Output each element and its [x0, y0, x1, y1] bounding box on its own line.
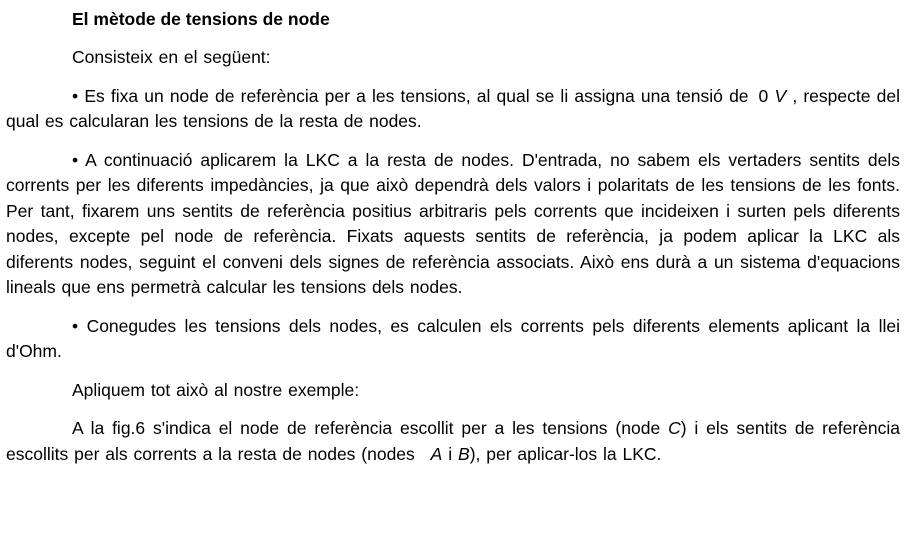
paragraph-text-end: ), per aplicar-los la LKC.	[469, 443, 662, 464]
voltage-value: 0	[758, 85, 769, 106]
bullet-text-continued: , respecte del qual es calcularan les tensions de la resta de nodes.	[6, 85, 900, 131]
bullet-text: Conegudes les tensions dels nodes, es calculen els corrents pels diferents elements aplicant la llei d'Ohm.	[6, 315, 900, 361]
bullet-paragraph-1	[6, 84, 900, 135]
section-title: El mètode de tensions de node	[72, 9, 330, 29]
paragraph-text-continued: ) i els sentits de referència escollits per als corrents a la resta de nodes (nodes	[6, 418, 900, 464]
bullet-marker: •	[72, 149, 79, 170]
node-reference-label: C	[668, 418, 681, 438]
apply-paragraph: Apliquem tot això al nostre exemple:	[72, 379, 360, 400]
bullet-paragraph-2	[6, 148, 900, 301]
bullet-marker: •	[72, 85, 79, 106]
figure-reference-paragraph	[6, 416, 900, 467]
node-a-label: A	[430, 443, 443, 464]
bullet-text: Es fixa un node de referència per a les tensions, al qual se li assigna una tensió de	[84, 85, 749, 106]
bullet-text: A continuació aplicarem la LKC a la resta de nodes. D'entrada, no sabem els vertaders sentits dels corrents per les diferents impedàncies, ja que això dependrà dels valors i polaritats de les tensions de les fonts. Per tant, fixarem uns sentits de referència positius arbitraris pels corrents que incideixen i surten pels diferents nodes, excepte pel node de referència. Fixats aquests sentits de referència, ja podem aplicar la LKC als diferents nodes, seguint el conveni dels signes de referència associats. Això ens durà a un sistema d'equacions lineals que ens permetrà calcular les tensions dels nodes.	[6, 149, 900, 297]
intro-paragraph: Consisteix en el següent:	[72, 47, 271, 67]
paragraph-text: A la fig.6 s'indica el node de referència escollit per a les tensions (node	[72, 418, 661, 438]
voltage-unit: V	[774, 85, 787, 106]
bullet-paragraph-3	[6, 314, 900, 365]
bullet-marker: •	[72, 315, 79, 336]
node-b-label: B	[458, 443, 470, 464]
conjunction-text: i	[448, 443, 453, 464]
